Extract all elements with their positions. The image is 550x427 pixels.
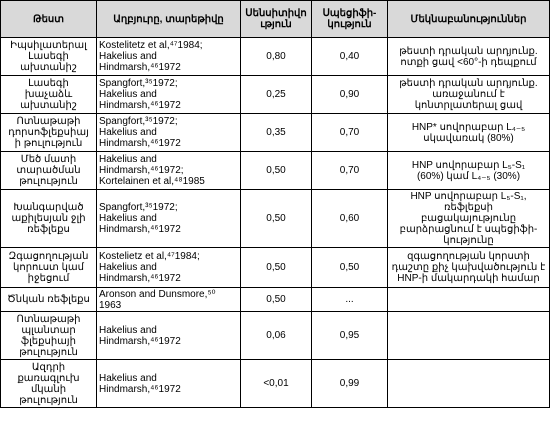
table-row [1,360,550,408]
cell-comment: զգացողության կորստի դաշտը քիչ կախվածություն է HNP-ի մակարդակի համար [388,248,550,288]
header-sensitivity: Սենսիտիվո ւթյուն [241,1,312,38]
cell-test: Խանգարված աքիլեսյան ջլի ռեֆլեքս [1,190,97,248]
cell-comment [388,288,550,312]
cell-sensitivity: 0,80 [241,38,312,76]
cell-source: Kostelitetz et al,⁴⁷1984; Hakelius and Hindmarsh,⁴⁶1972 [97,38,241,76]
cell-specificity: 0,99 [312,360,388,408]
cell-source: Hakelius and Hindmarsh,⁴⁶1972; Kortelainen et al,⁴⁸1985 [97,152,241,190]
cell-sensitivity: 0,50 [241,248,312,288]
table-row [1,312,550,360]
cell-specificity: ... [312,288,388,312]
cell-source: Spangfort,³⁵1972; Hakelius and Hindmarsh,⁴⁶1972 [97,190,241,248]
cell-sensitivity: 0,35 [241,114,312,152]
cell-source: Spangfort,³⁵1972; Hakelius and Hindmarsh,⁴⁶1972 [97,114,241,152]
cell-source: Kostelietz et al,⁴⁷1984; Hakelius and Hindmarsh,⁴⁶1972 [97,248,241,288]
cell-comment: HNP* սովորաբար L₄₋₅ սկավառակ (80%) [388,114,550,152]
cell-specificity: 0,60 [312,190,388,248]
cell-test: Մեծ մատի տարածման թուլություն [1,152,97,190]
cell-sensitivity: 0,50 [241,152,312,190]
table-row [1,114,550,152]
header-test: Թեստ [1,1,97,38]
header-specificity: Սպեցիֆի- կություն [312,1,388,38]
cell-source: Hakelius and Hindmarsh,⁴⁶1972 [97,360,241,408]
cell-sensitivity: <0,01 [241,360,312,408]
cell-sensitivity: 0,25 [241,76,312,114]
cell-source: Hakelius and Hindmarsh,⁴⁶1972 [97,312,241,360]
cell-comment: HNP սովորաբար L₅-S₁ (60%) կամ L₄₋₅ (30%) [388,152,550,190]
cell-test: Ոտնաթաթի պլանտար ֆլեքսիայի թուլություն [1,312,97,360]
cell-test: Լասեգի խաչաձև ախտանիշ [1,76,97,114]
header-row [1,1,550,38]
cell-test: Զգացողության կորուստ կամ իջեցում [1,248,97,288]
table-body [1,38,550,408]
cell-specificity: 0,50 [312,248,388,288]
cell-specificity: 0,95 [312,312,388,360]
table-row [1,38,550,76]
cell-sensitivity: 0,50 [241,190,312,248]
cell-specificity: 0,70 [312,152,388,190]
header-source: Աղբյուրը, տարեթիվը [97,1,241,38]
cell-comment [388,312,550,360]
header-comments: Մեկնաբանություններ [388,1,550,38]
table-header [1,1,550,38]
cell-comment: թեստի դրական արդյունք. ոտքի ցավ <60°-ի դեպքում [388,38,550,76]
cell-test: Ոտնաթաթի դորսոֆլեքսիայ ի թուլություն [1,114,97,152]
cell-comment [388,360,550,408]
cell-specificity: 0,90 [312,76,388,114]
cell-test: Ծնկան ռեֆլեքս [1,288,97,312]
table-row [1,288,550,312]
cell-sensitivity: 0,50 [241,288,312,312]
cell-comment: թեստի դրական արդյունք. առաջանում է կոնտրլատերալ ցավ [388,76,550,114]
cell-test: Իպսիլատերալ Լասեգի ախտանիշ [1,38,97,76]
table-row [1,76,550,114]
cell-sensitivity: 0,06 [241,312,312,360]
table-row [1,248,550,288]
table-row [1,190,550,248]
cell-source: Spangfort,³⁵1972; Hakelius and Hindmarsh,⁴⁶1972 [97,76,241,114]
cell-source: Aronson and Dunsmore,⁵⁰ 1963 [97,288,241,312]
cell-test: Ազդրի քառագլուխ մկանի թուլություն [1,360,97,408]
cell-specificity: 0,40 [312,38,388,76]
cell-comment: HNP սովորաբար L₅-S₁, ռեֆլեքսի բացակայությունը բարձրացնում է սպեցիֆի- կությունը [388,190,550,248]
table-row [1,152,550,190]
cell-specificity: 0,70 [312,114,388,152]
